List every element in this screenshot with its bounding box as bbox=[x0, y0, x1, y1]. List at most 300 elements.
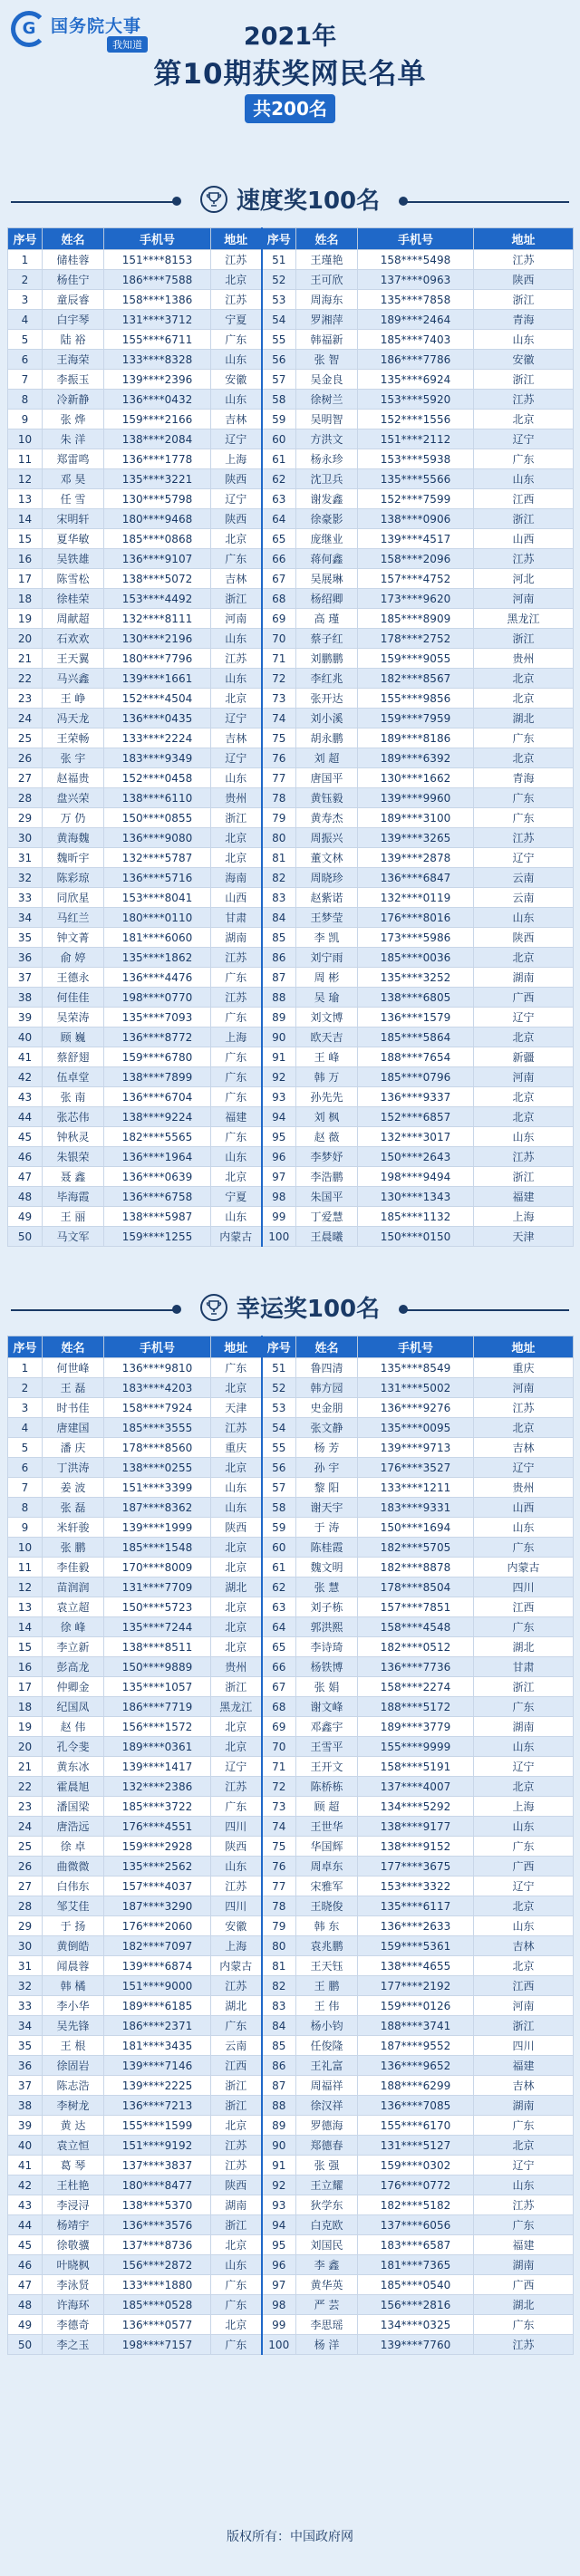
cell-name: 陆 裕 bbox=[43, 330, 104, 350]
cell-no: 33 bbox=[8, 1996, 43, 2016]
table-row bbox=[8, 1067, 574, 1087]
cell-no: 9 bbox=[8, 410, 43, 429]
cell-name: 徐树兰 bbox=[296, 390, 358, 410]
table-header-row bbox=[8, 228, 574, 250]
cell-no: 5 bbox=[8, 330, 43, 350]
cell-no: 37 bbox=[8, 2076, 43, 2096]
cell-name: 袁兆鹏 bbox=[296, 1936, 358, 1956]
cell-phone: 182****5705 bbox=[358, 1538, 474, 1558]
cell-name: 蔡舒翅 bbox=[43, 1047, 104, 1067]
cell-name: 韩 万 bbox=[296, 1067, 358, 1087]
cell-region: 河南 bbox=[474, 589, 574, 609]
cell-phone: 177****2192 bbox=[358, 1976, 474, 1996]
cell-name: 刘鹏鹏 bbox=[296, 649, 358, 669]
cell-no: 71 bbox=[262, 649, 296, 669]
cell-no: 86 bbox=[262, 948, 296, 968]
cell-name: 陈彩琼 bbox=[43, 868, 104, 888]
cell-name: 杨永珍 bbox=[296, 449, 358, 469]
cell-name: 丁洪涛 bbox=[43, 1458, 104, 1478]
cell-name: 赵紫诺 bbox=[296, 888, 358, 908]
cell-region: 上海 bbox=[211, 1936, 262, 1956]
cell-no: 99 bbox=[262, 2315, 296, 2335]
cell-name: 王 丽 bbox=[43, 1207, 104, 1227]
cell-name: 赵福贵 bbox=[43, 768, 104, 788]
cell-no: 1 bbox=[8, 1358, 43, 1378]
cell-no: 30 bbox=[8, 828, 43, 848]
cell-name: 白克欧 bbox=[296, 2215, 358, 2235]
cell-region: 浙江 bbox=[474, 1167, 574, 1187]
cell-no: 69 bbox=[262, 1717, 296, 1737]
cell-region: 陕西 bbox=[211, 1518, 262, 1538]
cell-no: 79 bbox=[262, 1916, 296, 1936]
table-row bbox=[8, 1757, 574, 1777]
cell-region: 广东 bbox=[211, 968, 262, 988]
cell-phone: 138****0255 bbox=[104, 1458, 211, 1478]
cell-region: 北京 bbox=[211, 1458, 262, 1478]
cell-region: 北京 bbox=[211, 1597, 262, 1617]
cell-name: 张芯伟 bbox=[43, 1107, 104, 1127]
table-row bbox=[8, 589, 574, 609]
cell-no: 4 bbox=[8, 1418, 43, 1438]
cell-phone: 173****5986 bbox=[358, 928, 474, 948]
cell-region: 广东 bbox=[474, 1617, 574, 1637]
cell-phone: 136****9276 bbox=[358, 1398, 474, 1418]
cell-no: 9 bbox=[8, 1518, 43, 1538]
cell-phone: 159****9055 bbox=[358, 649, 474, 669]
cell-region: 北京 bbox=[211, 689, 262, 709]
cell-region: 贵州 bbox=[474, 1478, 574, 1498]
table-row bbox=[8, 1896, 574, 1916]
logo-text: 国务院大事 bbox=[51, 16, 142, 36]
cell-name: 袁立恒 bbox=[43, 2136, 104, 2156]
divider-line-left bbox=[11, 1309, 174, 1311]
cell-no: 29 bbox=[8, 1916, 43, 1936]
cell-region: 甘肃 bbox=[211, 908, 262, 928]
cell-phone: 152****1556 bbox=[358, 410, 474, 429]
table-row bbox=[8, 1777, 574, 1797]
cell-phone: 186****7588 bbox=[104, 270, 211, 290]
cell-phone: 151****8153 bbox=[104, 250, 211, 270]
cell-phone: 135****3221 bbox=[104, 469, 211, 489]
cell-no: 40 bbox=[8, 2136, 43, 2156]
cell-no: 93 bbox=[262, 1087, 296, 1107]
cell-phone: 138****8511 bbox=[104, 1637, 211, 1657]
cell-name: 刘 超 bbox=[296, 748, 358, 768]
cell-region: 宁夏 bbox=[211, 1187, 262, 1207]
table-row bbox=[8, 569, 574, 589]
cell-no: 19 bbox=[8, 1717, 43, 1737]
table-row bbox=[8, 2096, 574, 2116]
cell-no: 27 bbox=[8, 768, 43, 788]
cell-no: 54 bbox=[262, 310, 296, 330]
cell-no: 6 bbox=[8, 350, 43, 370]
cell-region: 湖南 bbox=[474, 2096, 574, 2116]
cell-region: 山东 bbox=[211, 1147, 262, 1167]
cell-no: 74 bbox=[262, 709, 296, 728]
cell-no: 83 bbox=[262, 888, 296, 908]
cell-phone: 139****1417 bbox=[104, 1757, 211, 1777]
cell-region: 广东 bbox=[211, 1067, 262, 1087]
cell-region: 广东 bbox=[211, 1358, 262, 1378]
cell-phone: 183****9331 bbox=[358, 1498, 474, 1518]
cell-region: 江苏 bbox=[211, 1777, 262, 1797]
cell-no: 58 bbox=[262, 1498, 296, 1518]
cell-phone: 186****2371 bbox=[104, 2016, 211, 2036]
cell-no: 59 bbox=[262, 1518, 296, 1538]
cell-region: 辽宁 bbox=[474, 1008, 574, 1028]
cell-name: 邓 昊 bbox=[43, 469, 104, 489]
cell-region: 江苏 bbox=[474, 1147, 574, 1167]
cell-region: 新疆 bbox=[474, 1047, 574, 1067]
cell-region: 广东 bbox=[211, 1127, 262, 1147]
cell-no: 31 bbox=[8, 1956, 43, 1976]
table-row bbox=[8, 948, 574, 968]
cell-phone: 132****5787 bbox=[104, 848, 211, 868]
cell-name: 张开达 bbox=[296, 689, 358, 709]
cell-region: 浙江 bbox=[474, 629, 574, 649]
cell-region: 湖北 bbox=[474, 709, 574, 728]
cell-phone: 136****1778 bbox=[104, 449, 211, 469]
cell-no: 49 bbox=[8, 1207, 43, 1227]
cell-no: 72 bbox=[262, 669, 296, 689]
table-row bbox=[8, 410, 574, 429]
cell-region: 贵州 bbox=[474, 649, 574, 669]
cell-region: 山东 bbox=[474, 1127, 574, 1147]
cell-region: 辽宁 bbox=[474, 2156, 574, 2176]
cell-name: 钟秋灵 bbox=[43, 1127, 104, 1147]
cell-no: 51 bbox=[262, 250, 296, 270]
cell-name: 袁立超 bbox=[43, 1597, 104, 1617]
cell-phone: 136****7213 bbox=[104, 2096, 211, 2116]
cell-region: 河南 bbox=[474, 1067, 574, 1087]
table-row bbox=[8, 529, 574, 549]
table-row bbox=[8, 1107, 574, 1127]
cell-region: 陕西 bbox=[211, 2176, 262, 2195]
table-row bbox=[8, 469, 574, 489]
cell-phone: 170****8009 bbox=[104, 1558, 211, 1577]
footer-copyright: 版权所有：中国政府网 bbox=[227, 2530, 353, 2544]
cell-name: 王立耀 bbox=[296, 2176, 358, 2195]
cell-phone: 132****3017 bbox=[358, 1127, 474, 1147]
cell-no: 29 bbox=[8, 808, 43, 828]
cell-phone: 133****8328 bbox=[104, 350, 211, 370]
cell-phone: 133****1880 bbox=[104, 2275, 211, 2295]
table-row bbox=[8, 549, 574, 569]
cell-phone: 185****3722 bbox=[104, 1797, 211, 1817]
cell-region: 江苏 bbox=[211, 948, 262, 968]
cell-name: 黄东冰 bbox=[43, 1757, 104, 1777]
cell-phone: 159****1255 bbox=[104, 1227, 211, 1247]
cell-name: 方洪文 bbox=[296, 429, 358, 449]
cell-region: 北京 bbox=[474, 2136, 574, 2156]
table-row bbox=[8, 1398, 574, 1418]
cell-region: 江苏 bbox=[474, 390, 574, 410]
cell-name: 王开文 bbox=[296, 1757, 358, 1777]
cell-no: 49 bbox=[8, 2315, 43, 2335]
cell-name: 李 凯 bbox=[296, 928, 358, 948]
cell-phone: 136****0435 bbox=[104, 709, 211, 728]
cell-no: 52 bbox=[262, 1378, 296, 1398]
cell-region: 浙江 bbox=[211, 1677, 262, 1697]
cell-name: 黄海魏 bbox=[43, 828, 104, 848]
cell-no: 34 bbox=[8, 908, 43, 928]
table-row bbox=[8, 2295, 574, 2315]
cell-name: 孙先先 bbox=[296, 1087, 358, 1107]
cell-name: 张 智 bbox=[296, 350, 358, 370]
cell-no: 16 bbox=[8, 549, 43, 569]
cell-no: 62 bbox=[262, 469, 296, 489]
divider-line-right bbox=[406, 201, 569, 203]
cell-region: 贵州 bbox=[211, 788, 262, 808]
cell-name: 王海荣 bbox=[43, 350, 104, 370]
table-row bbox=[8, 1697, 574, 1717]
cell-phone: 158****1386 bbox=[104, 290, 211, 310]
table-row bbox=[8, 330, 574, 350]
cell-phone: 185****7403 bbox=[358, 330, 474, 350]
cell-region: 山东 bbox=[211, 768, 262, 788]
cell-name: 徐固岩 bbox=[43, 2056, 104, 2076]
table-row bbox=[8, 968, 574, 988]
table-row bbox=[8, 2016, 574, 2036]
cell-phone: 156****1572 bbox=[104, 1717, 211, 1737]
cell-no: 41 bbox=[8, 1047, 43, 1067]
cell-name: 张 慧 bbox=[296, 1577, 358, 1597]
cell-region: 吉林 bbox=[474, 2076, 574, 2096]
cell-phone: 130****1662 bbox=[358, 768, 474, 788]
table-row bbox=[8, 2136, 574, 2156]
cell-region: 云南 bbox=[474, 888, 574, 908]
cell-region: 云南 bbox=[211, 2036, 262, 2056]
cell-phone: 180****9468 bbox=[104, 509, 211, 529]
cell-region: 重庆 bbox=[474, 1358, 574, 1378]
table-row bbox=[8, 1418, 574, 1438]
cell-region: 江苏 bbox=[211, 2156, 262, 2176]
cell-name: 邹艾佳 bbox=[43, 1896, 104, 1916]
cell-phone: 137****3837 bbox=[104, 2156, 211, 2176]
cell-region: 北京 bbox=[474, 410, 574, 429]
cell-name: 储桂蓉 bbox=[43, 250, 104, 270]
cell-name: 叶晓枫 bbox=[43, 2255, 104, 2275]
cell-region: 北京 bbox=[211, 848, 262, 868]
cell-name: 于 涛 bbox=[296, 1518, 358, 1538]
table-row bbox=[8, 888, 574, 908]
cell-name: 彭高龙 bbox=[43, 1657, 104, 1677]
cell-no: 10 bbox=[8, 1538, 43, 1558]
cell-name: 万 仍 bbox=[43, 808, 104, 828]
cell-no: 90 bbox=[262, 2136, 296, 2156]
cell-name: 刘国民 bbox=[296, 2235, 358, 2255]
cell-phone: 133****1211 bbox=[358, 1478, 474, 1498]
table-row bbox=[8, 1956, 574, 1976]
cell-phone: 181****7365 bbox=[358, 2255, 474, 2275]
cell-region: 广西 bbox=[474, 2275, 574, 2295]
cell-no: 20 bbox=[8, 629, 43, 649]
cell-no: 30 bbox=[8, 1936, 43, 1956]
cell-phone: 153****8041 bbox=[104, 888, 211, 908]
cell-phone: 135****7858 bbox=[358, 290, 474, 310]
cell-no: 11 bbox=[8, 1558, 43, 1577]
cell-name: 魏文明 bbox=[296, 1558, 358, 1577]
cell-phone: 136****3576 bbox=[104, 2215, 211, 2235]
cell-phone: 138****6805 bbox=[358, 988, 474, 1008]
col-header-name: 姓名 bbox=[296, 1336, 358, 1358]
table-row bbox=[8, 1498, 574, 1518]
cell-phone: 130****2196 bbox=[104, 629, 211, 649]
cell-phone: 189****2464 bbox=[358, 310, 474, 330]
header bbox=[0, 0, 580, 177]
cell-no: 13 bbox=[8, 1597, 43, 1617]
cell-region: 四川 bbox=[211, 1817, 262, 1837]
lucky-section-heading bbox=[0, 1290, 580, 1330]
cell-phone: 176****4551 bbox=[104, 1817, 211, 1837]
cell-phone: 138****6110 bbox=[104, 788, 211, 808]
cell-no: 47 bbox=[8, 2275, 43, 2295]
cell-region: 福建 bbox=[474, 2235, 574, 2255]
cell-no: 26 bbox=[8, 1857, 43, 1877]
cell-no: 76 bbox=[262, 1857, 296, 1877]
cell-region: 广东 bbox=[211, 2016, 262, 2036]
cell-phone: 155****9856 bbox=[358, 689, 474, 709]
table-row bbox=[8, 768, 574, 788]
page-title: 第10期获奖网民名单 bbox=[153, 58, 427, 91]
cell-phone: 159****0302 bbox=[358, 2156, 474, 2176]
cell-phone: 136****0639 bbox=[104, 1167, 211, 1187]
cell-phone: 182****8878 bbox=[358, 1558, 474, 1577]
table-row bbox=[8, 2215, 574, 2235]
cell-phone: 177****3675 bbox=[358, 1857, 474, 1877]
cell-no: 84 bbox=[262, 2016, 296, 2036]
cell-phone: 132****0119 bbox=[358, 888, 474, 908]
cell-name: 白宇琴 bbox=[43, 310, 104, 330]
cell-phone: 131****7709 bbox=[104, 1577, 211, 1597]
cell-no: 39 bbox=[8, 1008, 43, 1028]
cell-no: 36 bbox=[8, 948, 43, 968]
cell-no: 92 bbox=[262, 1067, 296, 1087]
cell-name: 徐 峰 bbox=[43, 1617, 104, 1637]
cell-name: 吴明智 bbox=[296, 410, 358, 429]
cell-region: 山东 bbox=[474, 908, 574, 928]
cell-region: 辽宁 bbox=[211, 748, 262, 768]
cell-region: 北京 bbox=[211, 2315, 262, 2335]
cell-phone: 136****7085 bbox=[358, 2096, 474, 2116]
table-row bbox=[8, 1187, 574, 1207]
cell-phone: 139****7146 bbox=[104, 2056, 211, 2076]
cell-phone: 176****2060 bbox=[104, 1916, 211, 1936]
col-header-name: 姓名 bbox=[296, 228, 358, 250]
cell-region: 辽宁 bbox=[474, 429, 574, 449]
total-badge: 共200名 bbox=[245, 94, 335, 123]
cell-no: 55 bbox=[262, 1438, 296, 1458]
cell-name: 俞 婷 bbox=[43, 948, 104, 968]
cell-region: 吉林 bbox=[211, 728, 262, 748]
cell-name: 潘 庆 bbox=[43, 1438, 104, 1458]
cell-no: 64 bbox=[262, 509, 296, 529]
cell-no: 18 bbox=[8, 589, 43, 609]
cell-name: 谢发鑫 bbox=[296, 489, 358, 509]
table-row bbox=[8, 1127, 574, 1147]
cell-phone: 133****2224 bbox=[104, 728, 211, 748]
cell-region: 广东 bbox=[211, 2335, 262, 2355]
cell-phone: 139****3265 bbox=[358, 828, 474, 848]
cell-no: 57 bbox=[262, 370, 296, 390]
cell-no: 97 bbox=[262, 2275, 296, 2295]
table-row bbox=[8, 1737, 574, 1757]
cell-name: 仲卿金 bbox=[43, 1677, 104, 1697]
cell-region: 山西 bbox=[474, 529, 574, 549]
cell-name: 周晓珍 bbox=[296, 868, 358, 888]
table-row bbox=[8, 1877, 574, 1896]
cell-name: 杨小钧 bbox=[296, 2016, 358, 2036]
cell-no: 79 bbox=[262, 808, 296, 828]
cell-name: 吴荣涛 bbox=[43, 1008, 104, 1028]
table-row bbox=[8, 609, 574, 629]
cell-region: 辽宁 bbox=[474, 1757, 574, 1777]
cell-name: 李浸浔 bbox=[43, 2195, 104, 2215]
speed-section-heading bbox=[0, 182, 580, 222]
cell-region: 安徽 bbox=[211, 370, 262, 390]
cell-region: 山东 bbox=[474, 1916, 574, 1936]
cell-phone: 180****0110 bbox=[104, 908, 211, 928]
cell-phone: 139****7760 bbox=[358, 2335, 474, 2355]
cell-name: 黎 阳 bbox=[296, 1478, 358, 1498]
table-row bbox=[8, 270, 574, 290]
cell-phone: 139****2396 bbox=[104, 370, 211, 390]
table-row bbox=[8, 868, 574, 888]
cell-name: 谢文峰 bbox=[296, 1697, 358, 1717]
cell-region: 北京 bbox=[211, 1637, 262, 1657]
cell-no: 65 bbox=[262, 529, 296, 549]
cell-region: 广东 bbox=[474, 2116, 574, 2136]
cell-no: 4 bbox=[8, 310, 43, 330]
cell-no: 86 bbox=[262, 2056, 296, 2076]
cell-name: 李泳贤 bbox=[43, 2275, 104, 2295]
cell-name: 王礼富 bbox=[296, 2056, 358, 2076]
cell-region: 广东 bbox=[211, 1047, 262, 1067]
col-header-region: 地址 bbox=[474, 1336, 574, 1358]
cell-no: 95 bbox=[262, 1127, 296, 1147]
table-row bbox=[8, 1227, 574, 1247]
cell-name: 姜 波 bbox=[43, 1478, 104, 1498]
cell-phone: 159****7959 bbox=[358, 709, 474, 728]
cell-phone: 138****9152 bbox=[358, 1837, 474, 1857]
cell-no: 53 bbox=[262, 290, 296, 310]
cell-phone: 151****9000 bbox=[104, 1976, 211, 1996]
cell-region: 天津 bbox=[474, 1227, 574, 1247]
cell-name: 朱 洋 bbox=[43, 429, 104, 449]
cell-region: 辽宁 bbox=[474, 848, 574, 868]
cell-name: 庞继业 bbox=[296, 529, 358, 549]
cell-region: 广东 bbox=[474, 2315, 574, 2335]
cell-no: 80 bbox=[262, 1936, 296, 1956]
cell-name: 史金朋 bbox=[296, 1398, 358, 1418]
cell-phone: 178****8504 bbox=[358, 1577, 474, 1597]
cell-phone: 134****0325 bbox=[358, 2315, 474, 2335]
cell-region: 山西 bbox=[211, 888, 262, 908]
cell-phone: 139****1661 bbox=[104, 669, 211, 689]
cell-no: 44 bbox=[8, 2215, 43, 2235]
cell-phone: 136****6758 bbox=[104, 1187, 211, 1207]
cell-region: 吉林 bbox=[211, 410, 262, 429]
cell-phone: 138****9177 bbox=[358, 1817, 474, 1837]
cell-region: 陕西 bbox=[211, 469, 262, 489]
cell-name: 王 鹏 bbox=[296, 1976, 358, 1996]
cell-name: 周献超 bbox=[43, 609, 104, 629]
cell-name: 王晓俊 bbox=[296, 1896, 358, 1916]
cell-name: 李立新 bbox=[43, 1637, 104, 1657]
cell-no: 60 bbox=[262, 429, 296, 449]
cell-region: 北京 bbox=[474, 1087, 574, 1107]
cell-name: 徐敬骥 bbox=[43, 2235, 104, 2255]
